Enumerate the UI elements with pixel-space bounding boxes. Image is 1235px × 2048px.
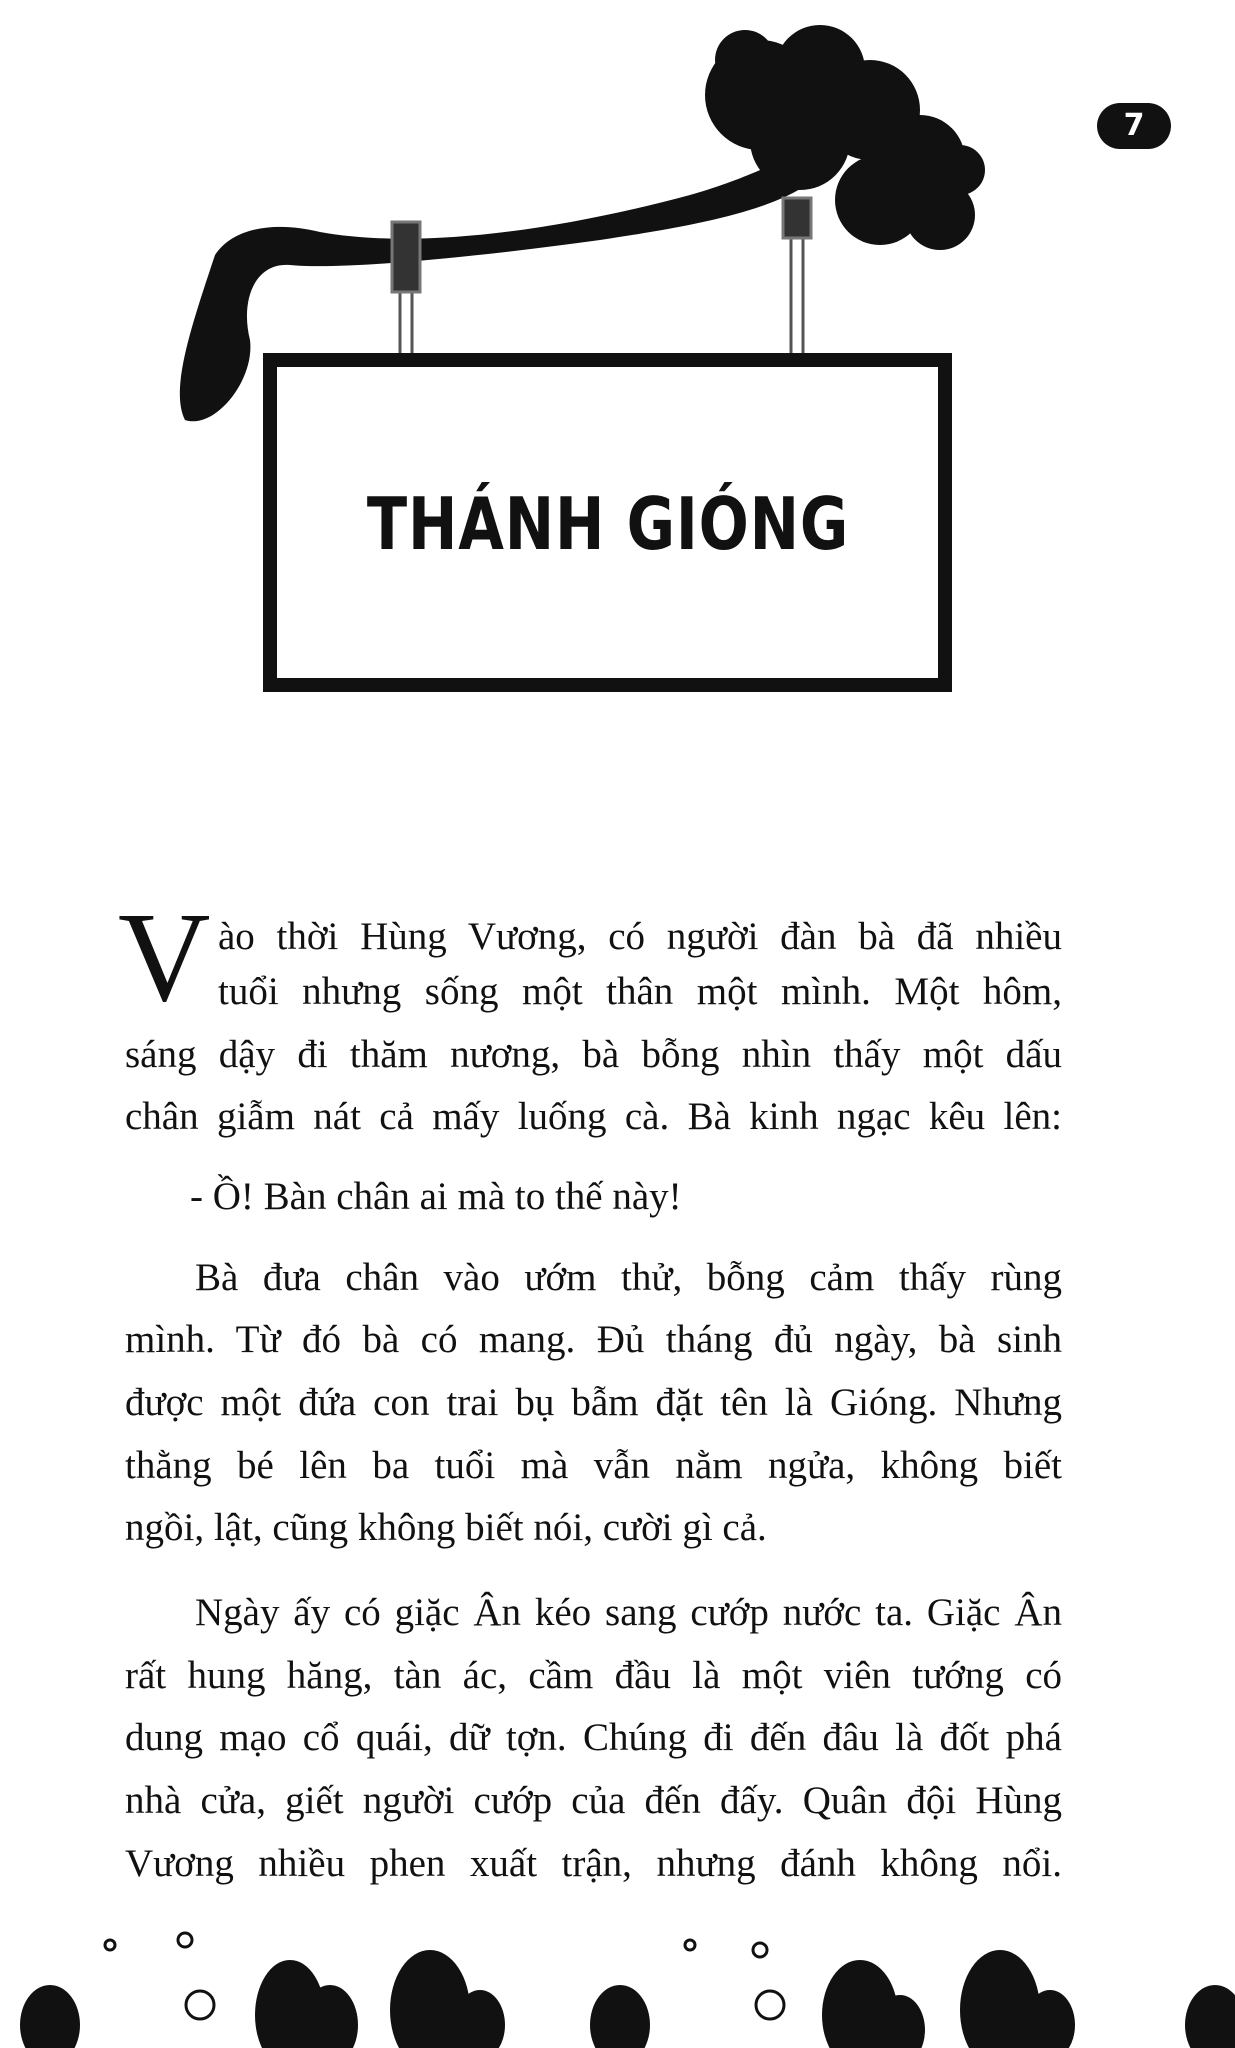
chapter-sign <box>278 368 938 680</box>
text-line: dung mạo cổ quái, dữ tợn. Chúng đi đến đâu là đốt phá <box>125 1716 1062 1759</box>
text-line: ào thời Hùng Vương, có người đàn bà đã nhiều <box>218 915 1062 958</box>
text-line: chân giẫm nát cả mấy luống cà. Bà kinh ngạc kêu lên: <box>125 1095 1062 1138</box>
text-line: Vương nhiều phen xuất trận, nhưng đánh không nổi. <box>125 1842 1062 1885</box>
page-number-badge: 7 <box>1097 103 1171 149</box>
tree-foliage-icon <box>705 25 985 250</box>
text-line: rất hung hăng, tàn ác, cầm đầu là một viên tướng có <box>125 1654 1062 1697</box>
text-line: ngồi, lật, cũng không biết nói, cười gì cả. <box>125 1506 767 1549</box>
dialogue-line: - Ồ! Bàn chân ai mà to thế này! <box>190 1175 682 1218</box>
text-line: Bà đưa chân vào ướm thử, bỗng cảm thấy rùng <box>195 1256 1062 1299</box>
text-line: được một đứa con trai bụ bẫm đặt tên là Gióng. Nhưng <box>125 1381 1062 1424</box>
text-line: tuổi nhưng sống một thân một mình. Một hôm, <box>218 970 1062 1013</box>
text-line: sáng dậy đi thăm nương, bà bỗng nhìn thấy một dấu <box>125 1033 1062 1076</box>
text-line: nhà cửa, giết người cướp của đến đấy. Quân đội Hùng <box>125 1779 1062 1822</box>
text-line: thằng bé lên ba tuổi mà vẫn nằm ngửa, không biết <box>125 1444 1062 1487</box>
seaweed-icon <box>20 1950 1235 2048</box>
chapter-title: THÁNH GIÓNG <box>366 482 850 566</box>
seaweed-border-decoration <box>0 1925 1235 2048</box>
text-line: Ngày ấy có giặc Ân kéo sang cướp nước ta. Giặc Ân <box>195 1591 1062 1634</box>
text-line: mình. Từ đó bà có mang. Đủ tháng đủ ngày, bà sinh <box>125 1318 1062 1361</box>
drop-cap: V <box>118 886 211 1028</box>
